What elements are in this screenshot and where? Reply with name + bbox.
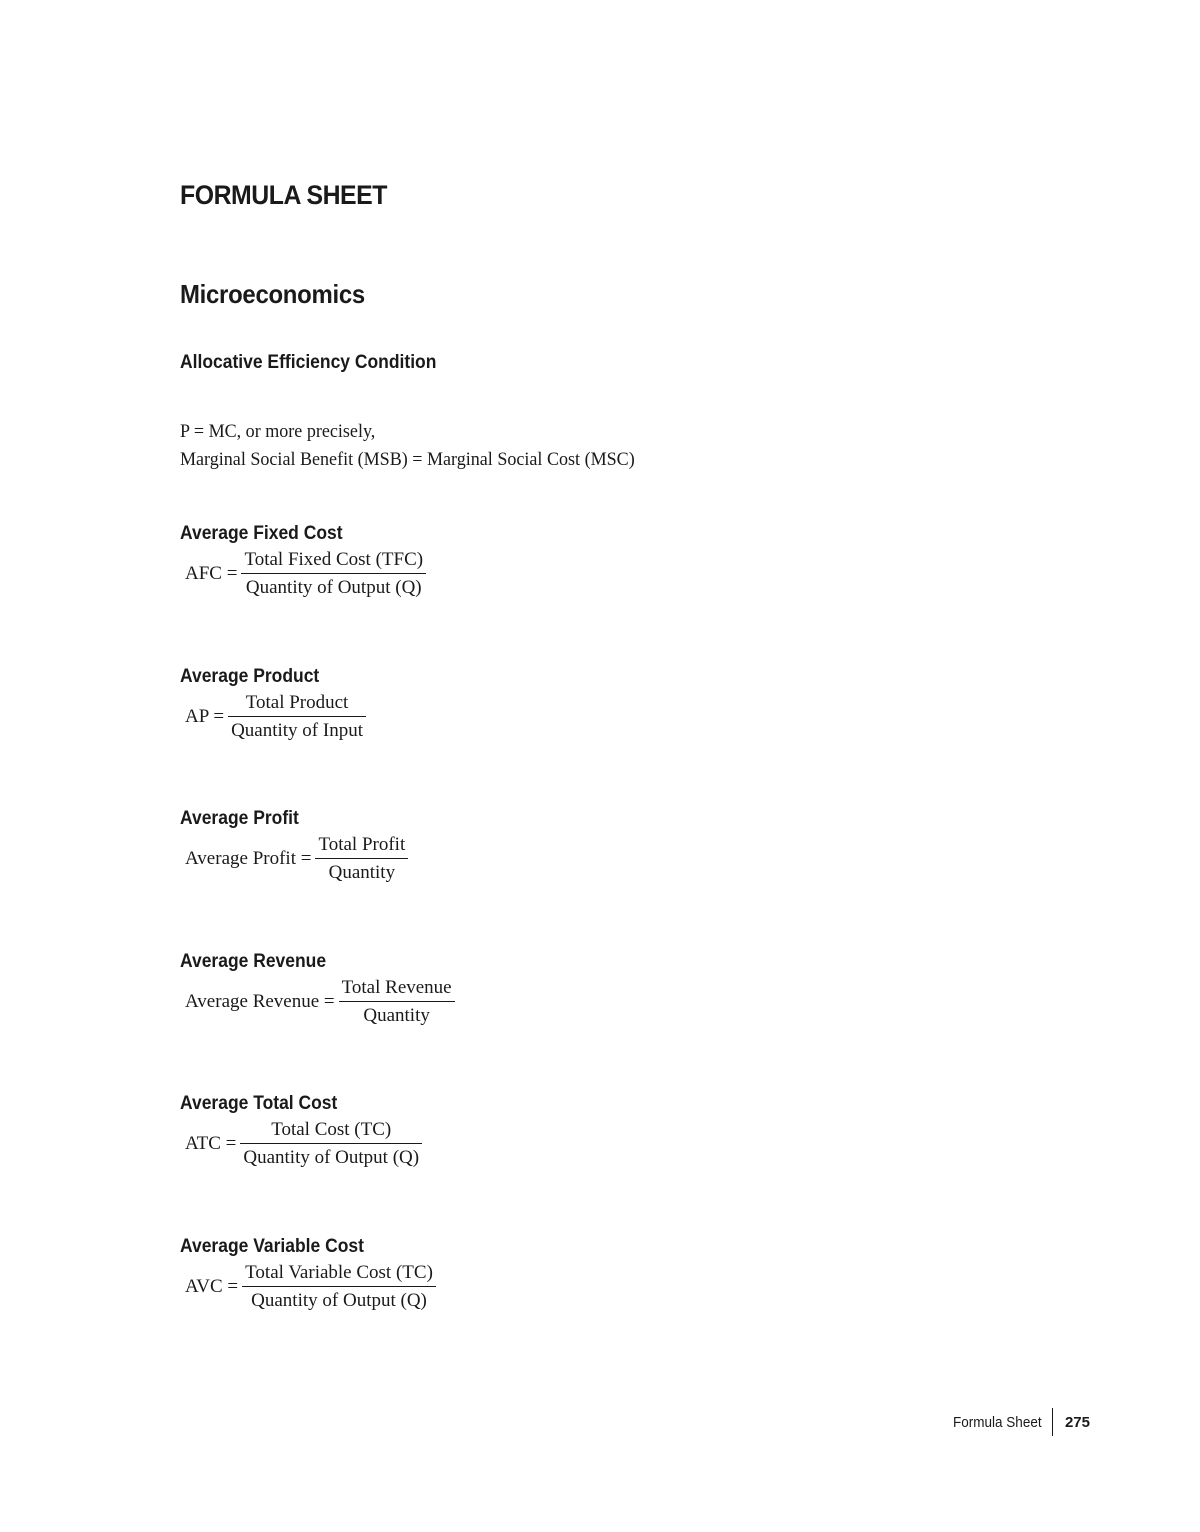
formula-denominator: Quantity of Output (Q) [251, 1290, 427, 1311]
section-subtitle: Microeconomics [180, 279, 365, 309]
formula-lhs: Average Revenue = [185, 991, 335, 1012]
formula-numerator: Total Revenue [341, 977, 452, 998]
footer-label: Formula Sheet [952, 1413, 1042, 1431]
formula-fraction [242, 1262, 436, 1312]
ap-heading: Average Product [180, 666, 320, 687]
allocative-line-2: Marginal Social Benefit (MSB) = Marginal Social Cost (MSC) [180, 449, 635, 470]
formula-numerator: Total Fixed Cost (TFC) [244, 549, 424, 570]
formula-fraction [240, 1119, 422, 1169]
arevenue-heading: Average Revenue [180, 951, 327, 972]
arevenue-formula [185, 977, 455, 1027]
page-title: FORMULA SHEET [180, 180, 387, 210]
allocative-text [180, 418, 635, 474]
formula-lhs: AVC = [185, 1276, 239, 1297]
afc-formula [185, 549, 426, 599]
formula-numerator: Total Variable Cost (TC) [245, 1262, 433, 1283]
formula-denominator: Quantity of Input [231, 720, 363, 741]
allocative-heading: Allocative Efficiency Condition [180, 352, 437, 373]
page-number: 275 [1064, 1413, 1090, 1431]
formula-fraction [241, 549, 426, 599]
atc-heading: Average Total Cost [180, 1093, 338, 1114]
formula-fraction [339, 977, 455, 1027]
formula-lhs: AP = [185, 706, 225, 727]
formula-lhs: ATC = [185, 1133, 237, 1154]
aprofit-heading: Average Profit [180, 808, 299, 829]
avc-heading: Average Variable Cost [180, 1236, 364, 1257]
afc-heading: Average Fixed Cost [180, 523, 343, 544]
formula-fraction [228, 692, 366, 742]
allocative-line-1: P = MC, or more precisely, [180, 421, 376, 442]
formula-denominator: Quantity [328, 862, 396, 883]
avc-formula [185, 1262, 436, 1312]
formula-denominator: Quantity of Output (Q) [245, 577, 422, 598]
formula-numerator: Total Product [245, 692, 349, 713]
formula-denominator: Quantity [363, 1005, 430, 1026]
aprofit-formula [185, 834, 408, 884]
formula-lhs: Average Profit = [185, 848, 312, 869]
formula-numerator: Total Profit [318, 834, 406, 855]
formula-lhs: AFC = [185, 563, 238, 584]
atc-formula [185, 1119, 422, 1169]
formula-numerator: Total Cost (TC) [271, 1119, 392, 1140]
formula-fraction [315, 834, 408, 884]
ap-formula [185, 692, 366, 742]
formula-denominator: Quantity of Output (Q) [243, 1147, 420, 1168]
page-footer [900, 1408, 1090, 1436]
